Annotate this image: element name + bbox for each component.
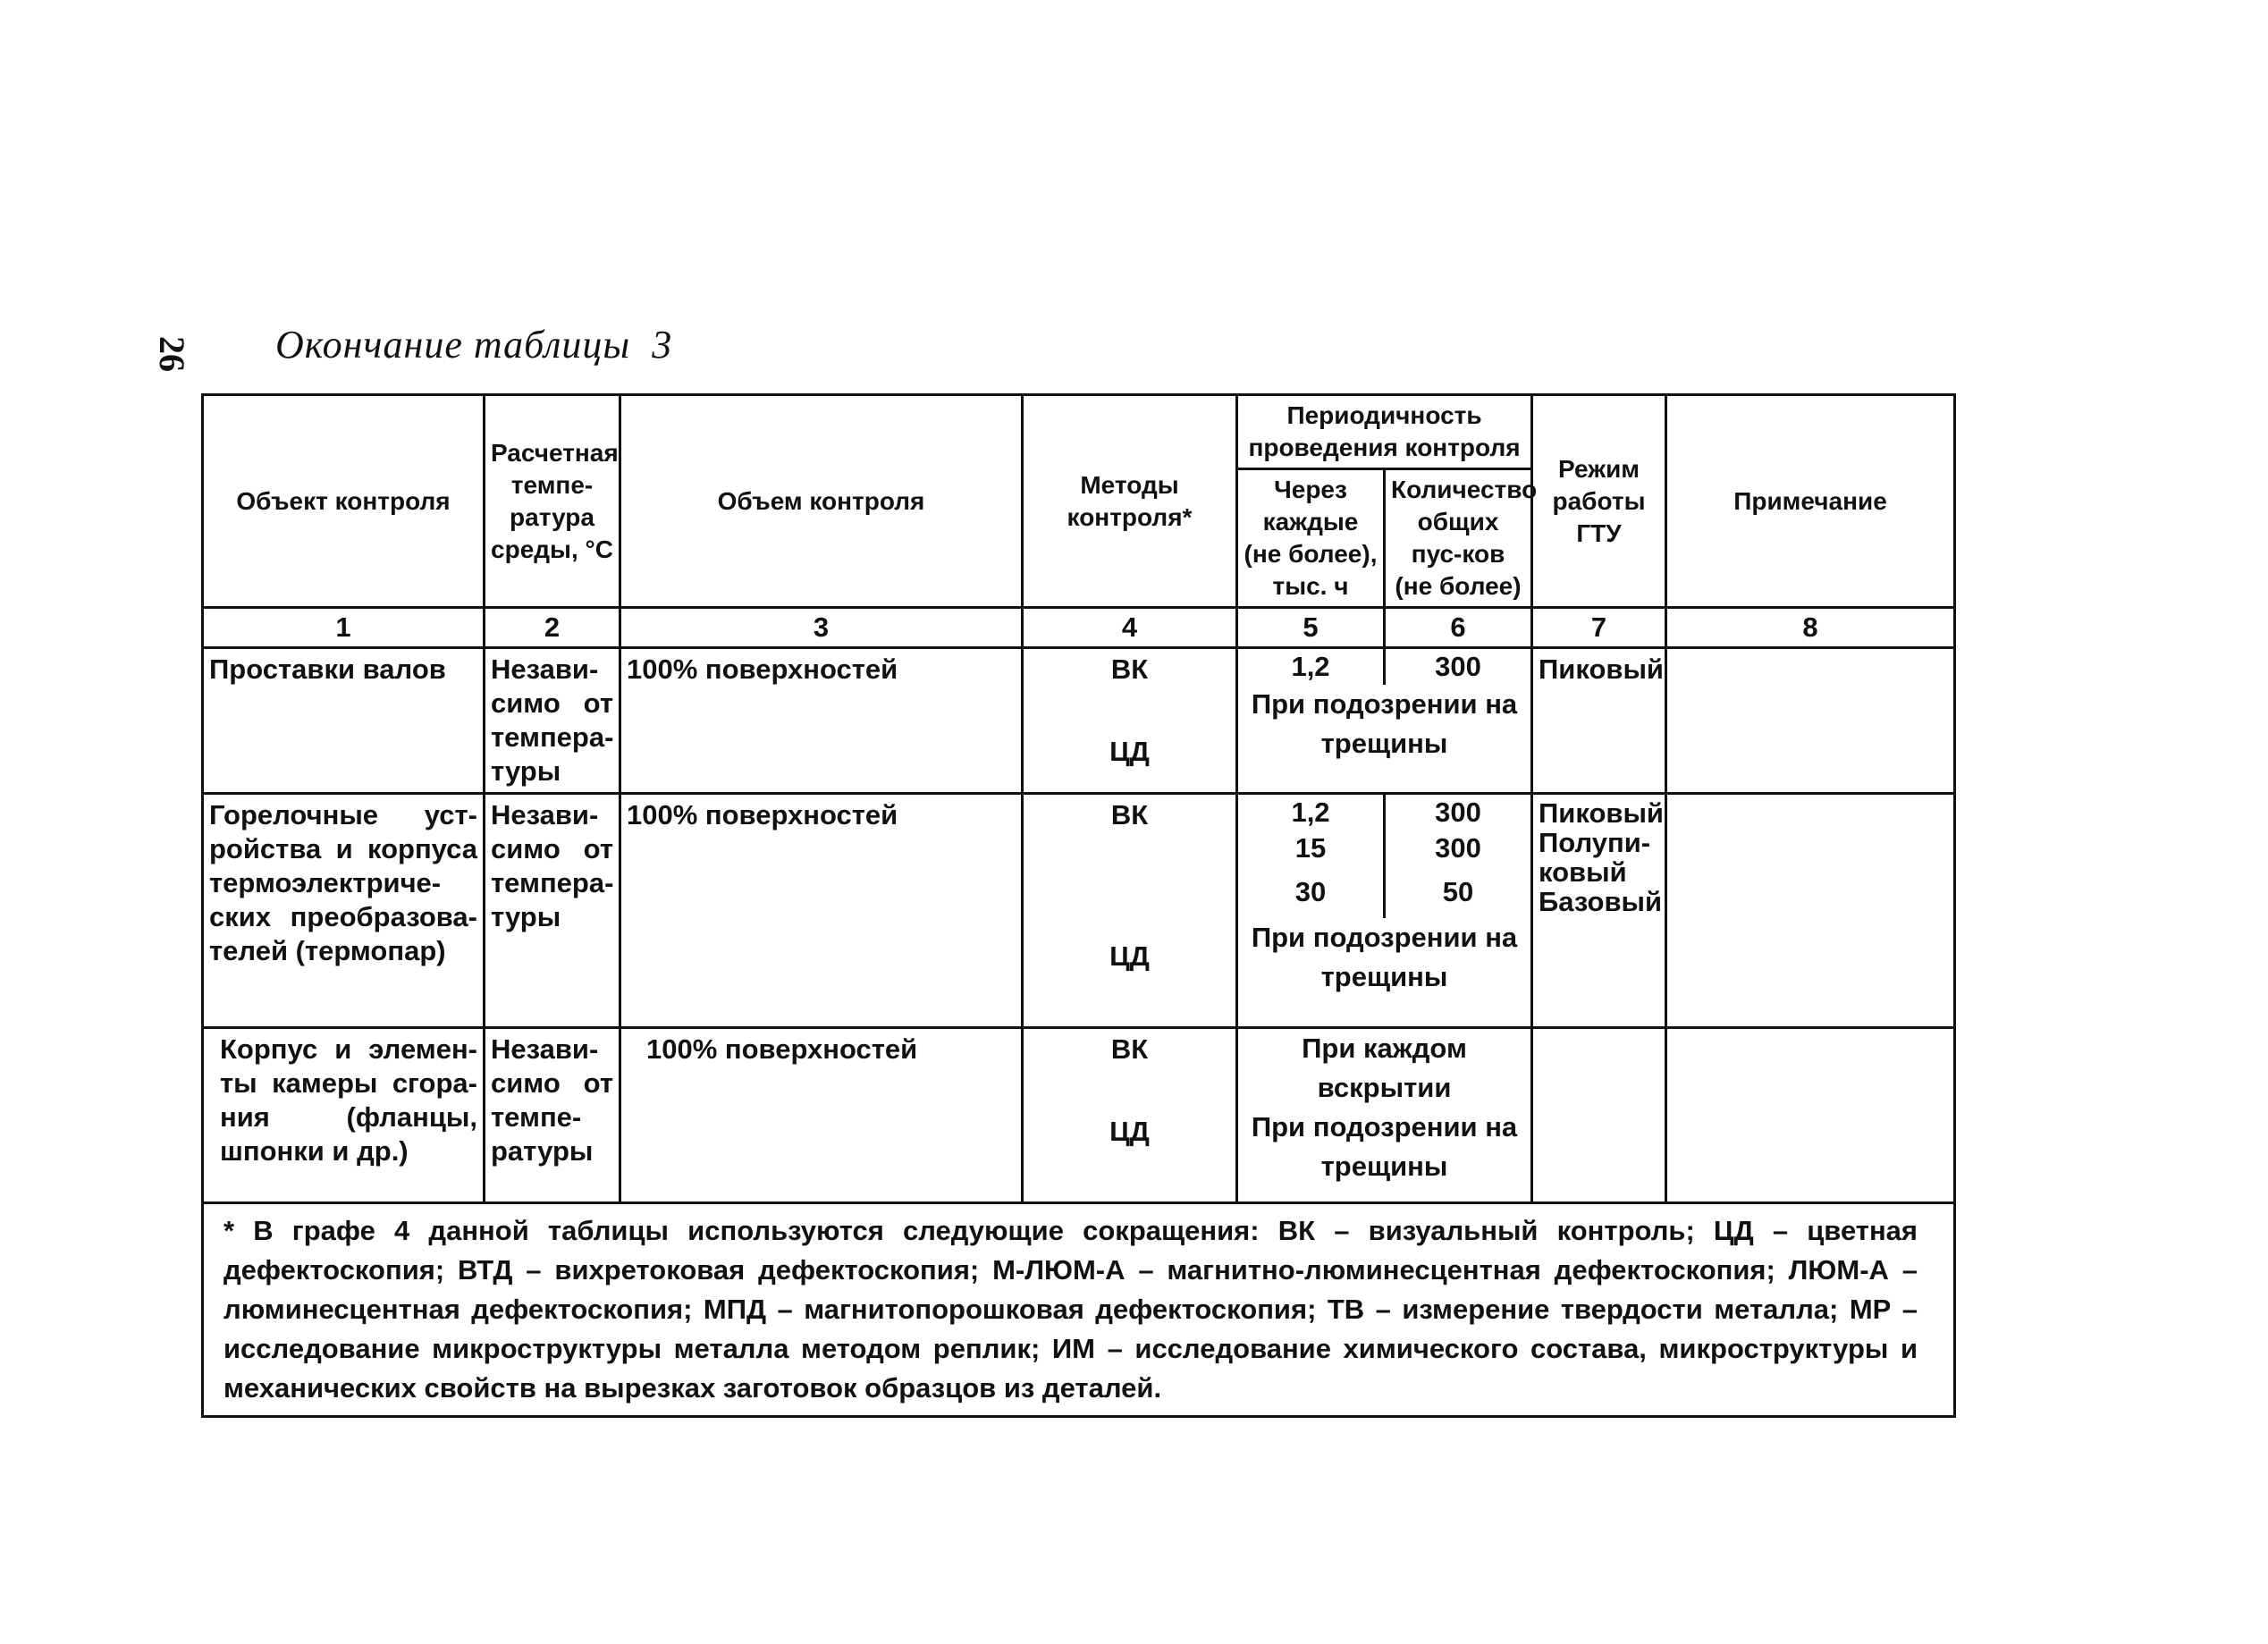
temperature-cell: Незави-симо от темпера-туры (485, 794, 620, 1028)
periodicity-cell (1237, 1028, 1532, 1203)
control-table (201, 393, 1956, 1418)
header-note: Примечание (1666, 395, 1955, 608)
column-numbers-row (203, 608, 1955, 648)
mode-cell: Пиковый (1532, 648, 1666, 794)
volume-cell: 100% поверхностей (620, 794, 1023, 1028)
table-row (203, 794, 1955, 1028)
note-cell (1666, 648, 1955, 794)
table-row (203, 648, 1955, 794)
periodicity-line (1238, 866, 1530, 918)
temperature-cell: Незави-симо от темпера-туры (485, 648, 620, 794)
column-number: 8 (1666, 608, 1955, 648)
starts-count-value: 300 (1435, 797, 1481, 828)
column-number: 5 (1237, 608, 1385, 648)
methods-cell (1023, 648, 1237, 794)
object-cell: Корпус и элемен-ты камеры сгора-ния (фланцы, шпонки и др.) (203, 1028, 485, 1203)
periodicity-cell (1237, 648, 1532, 794)
page-number: 26 (152, 336, 192, 372)
method-cd: ЦД (1109, 736, 1150, 767)
starts-count-value: 300 (1435, 832, 1481, 864)
periodicity-cell (1237, 794, 1532, 1028)
method-cd: ЦД (1109, 1116, 1150, 1147)
column-number: 7 (1532, 608, 1666, 648)
header-every-hours: Через каждые (не более), тыс. ч (1237, 469, 1385, 608)
object-cell: Проставки валов (203, 648, 485, 794)
column-number: 4 (1023, 608, 1237, 648)
header-volume: Объем контроля (620, 395, 1023, 608)
note-cell (1666, 1028, 1955, 1203)
every-opening-text: При каждом вскрытии (1302, 1033, 1467, 1103)
periodicity-line (1238, 795, 1530, 830)
starts-count-value: 300 (1435, 651, 1481, 682)
method-vk: ВК (1110, 1033, 1149, 1065)
volume-cell: 100% поверхностей (620, 648, 1023, 794)
column-number: 1 (203, 608, 485, 648)
starts-count-value: 50 (1442, 876, 1474, 907)
every-hours-value: 1,2 (1238, 649, 1386, 685)
every-hours-value: 1,2 (1238, 795, 1386, 830)
column-number: 3 (620, 608, 1023, 648)
methods-cell (1023, 1028, 1237, 1203)
method-vk: ВК (1110, 653, 1149, 685)
method-cd: ЦД (1109, 940, 1150, 972)
column-number: 2 (485, 608, 620, 648)
mode-cell: Пиковый Полупи-ковый Базовый (1532, 794, 1666, 1028)
header-periodicity: Периодичность проведения контроля (1237, 395, 1532, 469)
temperature-cell: Незави-симо от темпе-ратуры (485, 1028, 620, 1203)
header-object: Объект контроля (203, 395, 485, 608)
table-row (203, 1028, 1955, 1203)
every-hours-value: 30 (1238, 866, 1386, 918)
footnote-row (203, 1203, 1955, 1417)
suspicion-text: При подозрении на трещины (1251, 688, 1518, 759)
footnote: * В графе 4 данной таблицы используются следующие сокращения: ВК – визуальный контроль; ЦД – цветная дефектоскопия; ВТД – вихретоковая дефектоскопия; М-ЛЮМ-А – магнитно-люминесцентная дефектоскопия; ЛЮМ-А – люминесцентная дефектоскопия; МПД – магнитопорошковая дефектоскопия; ТВ – измерение твердости металла; МР – исследование микроструктуры металла методом реплик; ИМ – исследование химического состава, микроструктуры и механических свойств на вырезках заготовок образцов из деталей. (203, 1203, 1955, 1417)
periodicity-line (1238, 649, 1530, 685)
suspicion-text: При подозрении на трещины (1251, 1111, 1518, 1182)
mode-cell (1532, 1028, 1666, 1203)
volume-cell: 100% поверхностей (620, 1028, 1023, 1203)
table-title: Окончание таблицы 3 (275, 323, 673, 367)
column-number: 6 (1385, 608, 1532, 648)
methods-cell (1023, 794, 1237, 1028)
header-starts-count: Количество общих пус-ков (не более) (1385, 469, 1532, 608)
header-mode: Режим работы ГТУ (1532, 395, 1666, 608)
method-vk: ВК (1110, 799, 1149, 830)
periodicity-line (1238, 830, 1530, 866)
header-row-1 (203, 395, 1955, 469)
suspicion-text: При подозрении на трещины (1251, 922, 1518, 992)
header-temperature: Расчетная темпе-ратура среды, °С (485, 395, 620, 608)
every-hours-value: 15 (1238, 830, 1386, 866)
header-methods: Методы контроля* (1023, 395, 1237, 608)
object-cell: Горелочные уст-ройства и корпуса термоэлектриче-ских преобразова-телей (термопар) (203, 794, 485, 1028)
note-cell (1666, 794, 1955, 1028)
